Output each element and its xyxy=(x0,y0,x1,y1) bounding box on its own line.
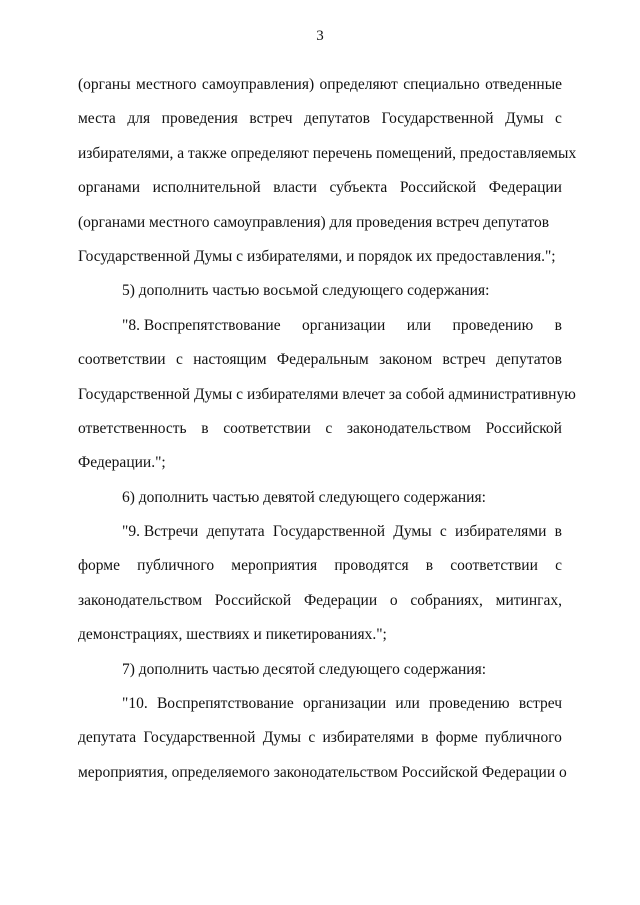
word: проведению xyxy=(429,695,510,713)
word: с xyxy=(308,729,316,747)
text-line xyxy=(78,102,562,136)
text-line xyxy=(78,721,562,755)
word: избирателями xyxy=(322,729,414,747)
word: о xyxy=(389,591,398,609)
word: власти xyxy=(273,179,317,197)
word: Государственной xyxy=(381,110,494,128)
word: законодательством xyxy=(78,591,203,609)
word: собраниях, xyxy=(410,591,483,609)
word: органами xyxy=(78,179,141,197)
word: Федеральным xyxy=(276,351,369,369)
word: законом xyxy=(379,351,433,369)
text-line xyxy=(78,687,562,721)
word: публичного xyxy=(484,729,562,747)
word: местного xyxy=(136,76,197,93)
word: субъекта xyxy=(329,179,388,197)
text-line: избирателями, а также определяют перечень помещений, предоставляемых xyxy=(78,144,577,162)
page-number: 3 xyxy=(316,28,324,44)
word: организации xyxy=(302,316,386,334)
text-line xyxy=(78,549,562,583)
word: специально xyxy=(403,76,480,93)
word: отведенные xyxy=(485,76,562,93)
text-line xyxy=(78,515,562,549)
word: в xyxy=(554,523,562,541)
word: "9. Встречи xyxy=(122,523,199,541)
word: Думы xyxy=(393,523,432,541)
word: или xyxy=(395,695,420,713)
word: Думы xyxy=(262,729,302,747)
word: в xyxy=(554,316,562,334)
text-line xyxy=(78,343,562,377)
word: форме xyxy=(435,729,478,747)
word: соответствии xyxy=(450,557,538,575)
word: с xyxy=(325,419,333,437)
word: (органы xyxy=(78,76,131,93)
word: Думы xyxy=(505,110,544,128)
word: проведения xyxy=(161,110,238,128)
word: Российской xyxy=(485,419,562,437)
word: избирателями xyxy=(454,523,547,541)
text-line: Федерации."; xyxy=(78,454,166,472)
word: Воспрепятствование xyxy=(156,695,294,713)
text-line: 6) дополнить частью девятой следующего содержания: xyxy=(122,488,486,506)
word: соответствии xyxy=(78,351,166,369)
text-line: демонстрациях, шествиях и пикетированиях."; xyxy=(78,626,387,644)
text-line xyxy=(78,309,562,343)
word: самоуправления) xyxy=(201,76,315,93)
word: форме xyxy=(78,557,120,575)
word: "8. Воспрепятствование xyxy=(122,316,281,334)
word: депутатов xyxy=(304,110,370,128)
word: "10. xyxy=(122,695,148,713)
word: с xyxy=(555,110,562,128)
text-line xyxy=(78,171,562,205)
word: Федерации xyxy=(488,179,562,197)
word: в xyxy=(201,419,209,437)
word: публичного xyxy=(137,557,215,575)
word: мероприятия xyxy=(231,557,318,575)
word: места xyxy=(78,110,116,128)
word: проводятся xyxy=(334,557,409,575)
word: исполнительной xyxy=(152,179,261,197)
text-line xyxy=(78,412,562,446)
word: Государственной xyxy=(272,523,386,541)
text-line xyxy=(78,584,562,618)
word: настоящим xyxy=(193,351,267,369)
word: ответственность xyxy=(78,419,187,437)
word: для xyxy=(127,110,151,128)
word: митингах, xyxy=(495,591,562,609)
word: проведению xyxy=(452,316,534,334)
word: или xyxy=(406,316,432,334)
word: депутата xyxy=(206,523,265,541)
word: в xyxy=(421,729,429,747)
text-line: Государственной Думы с избирателями влечет за собой административную xyxy=(78,385,576,403)
word: с xyxy=(175,351,183,369)
word: законодательством xyxy=(346,419,471,437)
text-line: 7) дополнить частью десятой следующего содержания: xyxy=(122,660,487,678)
word: Российской xyxy=(214,591,292,609)
text-line xyxy=(78,68,562,102)
text-line: Государственной Думы с избирателями, и порядок их предоставления."; xyxy=(78,247,556,265)
word: организации xyxy=(302,695,387,713)
word: в xyxy=(425,557,434,575)
text-line: мероприятия, определяемого законодательством Российской Федерации о xyxy=(78,763,567,781)
word: встреч xyxy=(249,110,293,128)
word: Государственной xyxy=(143,729,256,747)
word: депутата xyxy=(78,729,137,747)
word: определяют xyxy=(319,76,398,93)
word: соответствии xyxy=(223,419,311,437)
document-body xyxy=(78,68,577,790)
word: с xyxy=(439,523,447,541)
text-line: (органами местного самоуправления) для проведения встреч депутатов xyxy=(78,213,550,231)
text-line: 5) дополнить частью восьмой следующего содержания: xyxy=(122,282,490,300)
word: с xyxy=(555,557,562,575)
word: депутатов xyxy=(496,351,562,369)
word: Российской xyxy=(399,179,477,197)
word: Федерации xyxy=(303,591,378,609)
word: встреч xyxy=(442,351,486,369)
word: встреч xyxy=(518,695,562,713)
